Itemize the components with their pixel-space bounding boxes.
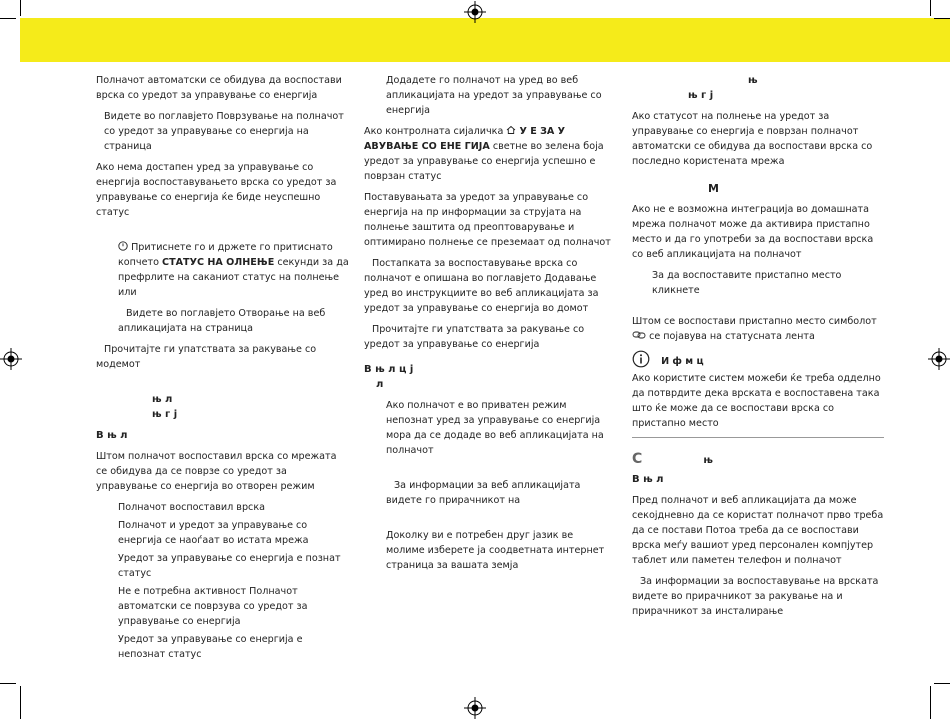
crop-mark — [0, 683, 16, 684]
paragraph: Ако не е возможна интеграција во домашната мрежа полначот може да активира пристапно место и да го употреби за да воспостави врска со веб апликацијата на полначот — [632, 204, 874, 260]
paragraph: Штом се воспостави пристапно место симболот — [632, 316, 877, 327]
column-2 — [364, 73, 614, 579]
crop-mark — [934, 18, 950, 19]
registration-mark-icon — [928, 348, 950, 370]
paragraph: Полначот автоматски се обидува да воспостави врска со уредот за управување со енергија — [96, 75, 342, 101]
crop-mark — [0, 18, 16, 19]
crop-mark — [934, 683, 950, 684]
heading: М — [708, 182, 719, 195]
paragraph — [364, 124, 614, 184]
crop-mark — [930, 686, 931, 719]
list-item: Уредот за управување со енергија е познат статус — [118, 553, 341, 579]
power-button-icon — [118, 241, 128, 251]
text: секунди за да префрлите на саканиот статус на полнење или — [118, 257, 349, 298]
text: Ако контролната сијаличка — [364, 126, 504, 137]
paragraph: Доколку ви е потребен друг јазик ве молиме изберете ја соодветната интернет страница за вашата земја — [386, 530, 605, 571]
registration-mark-icon — [0, 348, 22, 370]
heading: В њ л — [96, 430, 128, 441]
crop-mark — [930, 0, 931, 16]
paragraph — [632, 329, 884, 344]
list-item: Уредот за управување со енергија е непознат статус — [118, 634, 303, 660]
paragraph: Пред полначот и веб апликацијата да може секојдневно да се користат полначот прво треба да се постави Потоа треба да се воспостави врска меѓу вашиот уред персонален компјутер таблет или паметен телефон и полначот — [632, 495, 884, 566]
text-bold: У Е ЗА У АВУВАЊЕ СО ЕНЕ ГИЈА — [364, 126, 566, 152]
text: се појавува на статусната лента — [649, 331, 815, 342]
paragraph: Ако користите систем можеби ќе треба одделно да потврдите дека врската е воспоставена така што ќе може да се воспостави врска со пристапно место — [632, 373, 881, 429]
heading: њ г ј — [688, 90, 714, 101]
paragraph: Додадете го полначот на уред во веб апликацијата на уредот за управување со енергија — [386, 75, 602, 116]
info-title: И ф м ц — [661, 356, 704, 367]
crop-mark — [20, 0, 21, 16]
list-item: Не е потребна активност Полначот автоматски се поврзува со уредот за управување со енергија — [118, 586, 308, 627]
section-title — [632, 452, 884, 468]
list-item: Полначот и уредот за управување со енергија се наоѓаат во истата мрежа — [118, 520, 309, 546]
home-icon — [506, 125, 516, 135]
section-letter: С — [632, 451, 643, 467]
paragraph: Ако статусот на полнење на уредот за управување со енергија е поврзан полначот автоматски се обидува да воспостави врска со последно користената мрежа — [632, 111, 873, 167]
paragraph: Видете во поглавјето Отворање на веб апликацијата на страница — [118, 308, 326, 334]
paragraph: Штом полначот воспоставил врска со мрежата се обидува да се поврзе со уредот за управување со енергија во отворен режим — [96, 451, 337, 492]
paragraph: Прочитајте ги упатствата за ракување со модемот — [96, 344, 317, 370]
paragraph: Постапката за воспоставување врска со полначот е опишана во поглавјето Додавање уред во инструкциите во веб апликацијата за уредот за управување со енергија во домот — [364, 258, 599, 314]
info-icon — [632, 350, 650, 368]
paragraph — [96, 240, 350, 300]
paragraph: За информации за воспоставување на врската видете во прирачникот за ракување на и прирачникот за инсталирање — [632, 576, 879, 617]
paragraph: Ако нема достапен уред за управување со енергија воспоставувањето врска со уредот за управување со енергија ќе биде неуспешно статус — [96, 162, 337, 218]
heading: В њ л — [632, 474, 664, 485]
crop-mark — [20, 686, 21, 719]
info-heading — [632, 350, 884, 369]
text: Притиснете го и држете го притиснато копчето — [118, 242, 333, 268]
text-bold: СТАТУС НА ОЛНЕЊЕ — [162, 257, 275, 268]
paragraph: Прочитајте ги упатствата за ракување со уредот за управување со енергија — [364, 324, 585, 350]
divider — [632, 437, 884, 438]
paragraph: Поставувањата за уредот за управување со енергија на пр информации за струјата на полнење заштита од преоптоварување и оптимирано полнење се преземаат од полначот — [364, 192, 611, 248]
registration-mark-icon — [464, 1, 486, 23]
text: светне во зелена боја уредот за управување со енергија успешно е поврзан статус — [364, 141, 604, 182]
link-icon — [632, 330, 646, 340]
column-3 — [632, 73, 884, 625]
list-item: Полначот воспоставил врска — [118, 502, 265, 513]
header-banner — [20, 18, 950, 62]
heading: њ — [748, 75, 758, 86]
paragraph: За да воспоставите пристапно место кликнете — [652, 270, 842, 296]
heading: њ л — [152, 394, 173, 405]
column-1 — [96, 73, 350, 665]
section-title-text: њ — [703, 455, 713, 466]
paragraph: Ако полначот е во приватен режим непознат уред за управување со енергија мора да се додаде во веб апликацијата на полначот — [386, 400, 604, 456]
heading: л — [376, 379, 384, 390]
heading: В њ л ц ј — [364, 364, 414, 375]
paragraph: Видете во поглавјето Поврзување на полначот со уредот за управување со енергија на страница — [104, 111, 344, 152]
registration-mark-icon — [464, 697, 486, 719]
paragraph: За информации за веб апликацијата видете го прирачникот на — [386, 480, 581, 506]
heading: њ г ј — [152, 409, 178, 420]
